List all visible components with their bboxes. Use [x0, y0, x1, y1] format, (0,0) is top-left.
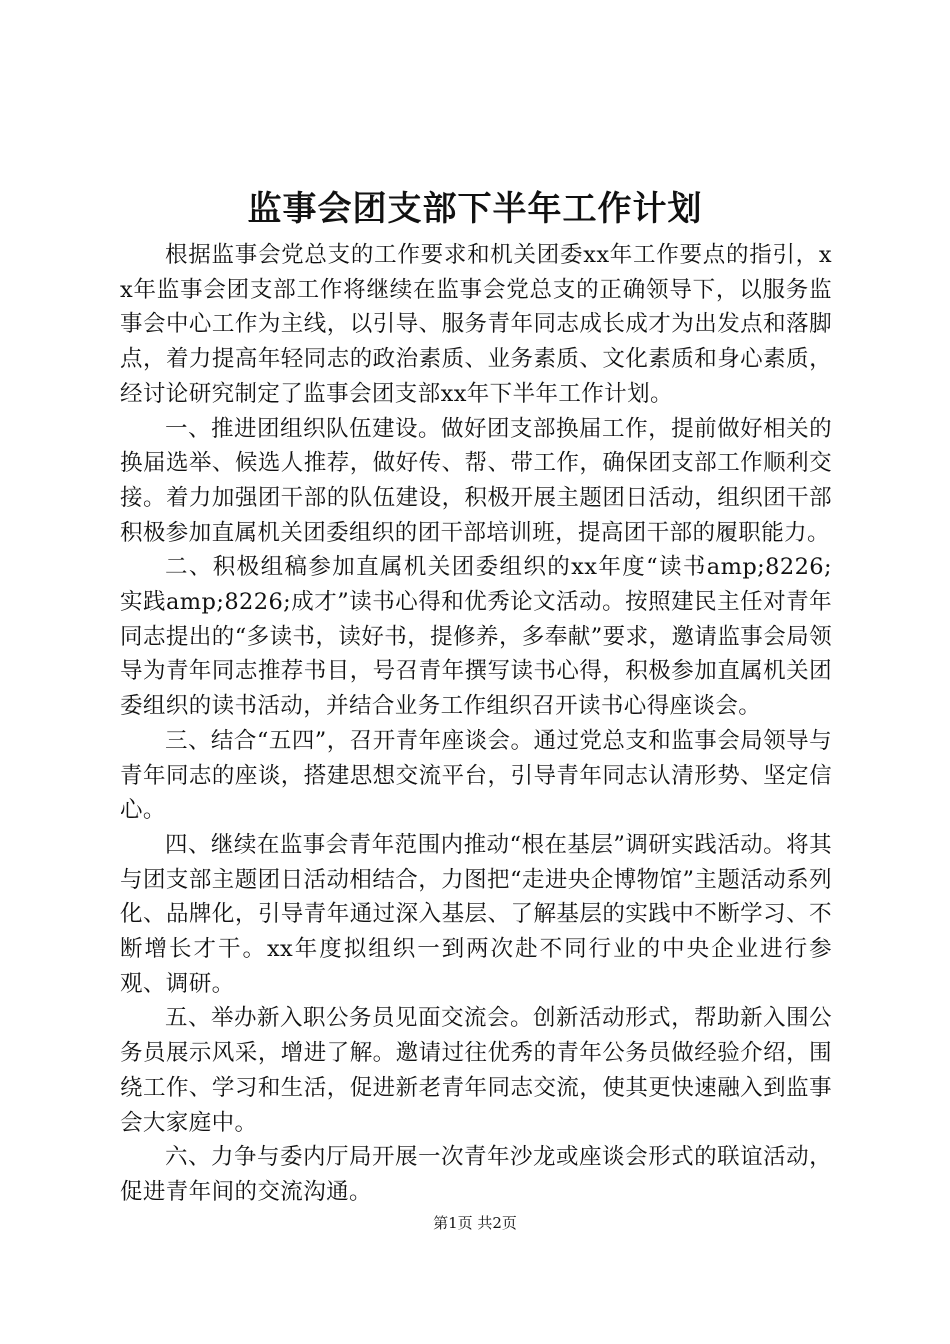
paragraph-item-3: 三、结合“五四”，召开青年座谈会。通过党总支和监事会局领导与青年同志的座谈，搭建思想交流平台，引导青年同志认清形势、坚定信心。 — [120, 727, 832, 824]
paragraph-item-2: 二、积极组稿参加直属机关团委组织的xx年度“读书amp;8226;实践amp;8226;成才”读书心得和优秀论文活动。按照建民主任对青年同志提出的“多读书，读好书，提修养，多奉献”要求，邀请监事会局领导为青年同志推荐书目，号召青年撰写读书心得，积极参加直属机关团委组织的读书活动，并结合业务工作组织召开读书心得座谈会。 — [120, 554, 832, 720]
document-title: 监事会团支部下半年工作计划 — [247, 189, 703, 229]
paragraph-item-5: 五、举办新入职公务员见面交流会。创新活动形式，帮助新入围公务员展示风采，增进了解。邀请过往优秀的青年公务员做经验介绍，围绕工作、学习和生活，促进新老青年同志交流，使其更快速融入到监事会大家庭中。 — [120, 1005, 832, 1136]
paragraph-item-4: 四、继续在监事会青年范围内推动“根在基层”调研实践活动。将其与团支部主题团日活动相结合，力图把“走进央企博物馆”主题活动系列化、品牌化，引导青年通过深入基层、了解基层的实践中不断学习、不断增长才干。xx年度拟组织一到两次赴不同行业的中央企业进行参观、调研。 — [120, 831, 832, 997]
page-footer: 第1页 共2页 — [433, 1214, 517, 1232]
paragraph-intro: 根据监事会党总支的工作要求和机关团委xx年工作要点的指引，xx年监事会团支部工作将继续在监事会党总支的正确领导下，以服务监事会中心工作为主线，以引导、服务青年同志成长成才为出发点和落脚点，着力提高年轻同志的政治素质、业务素质、文化素质和身心素质，经讨论研究制定了监事会团支部xx年下半年工作计划。 — [120, 242, 832, 407]
document-body — [120, 238, 832, 1210]
paragraph-item-1: 一、推进团组织队伍建设。做好团支部换届工作，提前做好相关的换届选举、候选人推荐，做好传、帮、带工作，确保团支部工作顺利交接。着力加强团干部的队伍建设，积极开展主题团日活动，组织团干部积极参加直属机关团委组织的团干部培训班，提高团干部的履职能力。 — [120, 415, 832, 546]
paragraph-item-6: 六、力争与委内厅局开展一次青年沙龙或座谈会形式的联谊活动，促进青年间的交流沟通。 — [120, 1144, 832, 1205]
